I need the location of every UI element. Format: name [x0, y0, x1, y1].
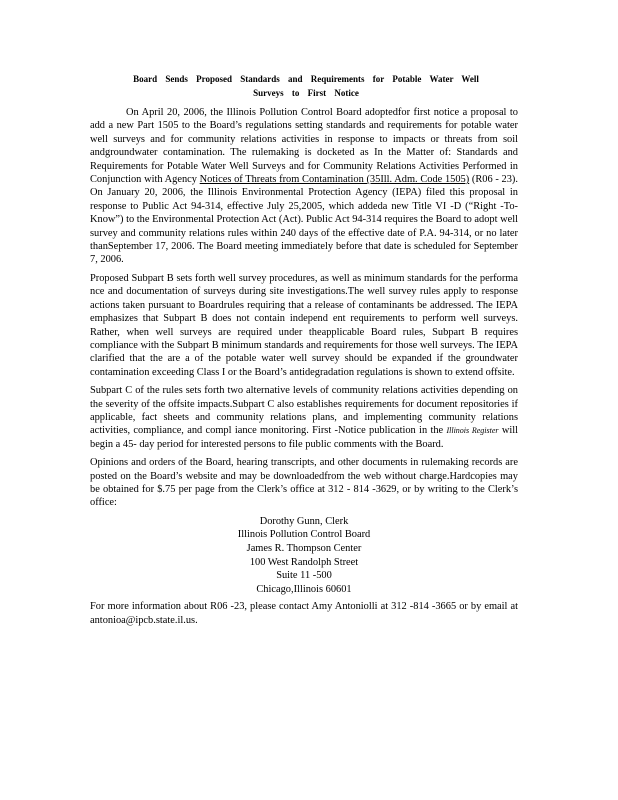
paragraph-subpart-c — [90, 384, 518, 451]
address-line-3: James R. Thompson Center — [246, 542, 362, 554]
illinois-register-italic: Illinois Register — [446, 426, 499, 436]
paragraph-subpart-c-text-a: Subpart C of the rules sets forth two alternative levels of community relations activities depending on the severity of the offsite impacts.Subpart C also establishes requirements for document repositories if applicable, fact sheets and community relations plans, and implementing community relations activities, compliance, and compl iance monitoring. First -Notice publication in the — [90, 385, 518, 437]
address-line-6: Chicago,Illinois 60601 — [256, 583, 352, 595]
address-line-1: Dorothy Gunn, Clerk — [259, 515, 349, 527]
document-title — [96, 72, 516, 100]
paragraph-subpart-b: Proposed Subpart B sets forth well survey procedures, as well as minimum standards for the performa nce and documentation of surveys during site investigations.The well survey rules apply to response actions taken pursuant to Boardrules requiring that a release of contaminants be addressed. The IEPA emphasizes that Subpart B does not contain independ ent requirements to perform well surveys. Rather, when well surveys are required under theapplicable Board rules, Subpart B requires compliance with the Subpart B minimum standards and requirements for those well surveys. The IEPA clarified that the are a of the potable water well survey should be expanded if the groundwater contamination exceeding Class I or the Board’s antidegradation regulations is shown to extend offsite. — [90, 272, 518, 378]
address-line-2: Illinois Pollution Control Board — [237, 529, 371, 541]
paragraph-subpart-c-text-b: will begin a 45- day period for interested persons to file public comments with the Board. — [90, 425, 518, 450]
paragraph-first-notice-text-b: (R06 - 23). On January 20, 2006, the Illinois Environmental Protection Agency (IEPA) filed this proposal in response to Public Act 94-314, effective July 25,2005, which addeda new Title VI -D (“Right -To-Know”) to the Environmental Protection Act (Act). Public Act 94-314 requires the Board to adopt well survey and community relations rules within 240 days of the effective date of P.A. 94-314, or no later thanSeptember 17, 2006. The Board meeting immediately before that date is scheduled for September 7, 2006. — [90, 174, 518, 266]
address-line-5: Suite 11 -500 — [276, 570, 332, 582]
clerk-address-block — [90, 515, 518, 597]
paragraph-contact-info: For more information about R06 -23, please contact Amy Antoniolli at 312 -814 -3665 or by email at antonioa@ipcb.state.il.us. — [90, 601, 518, 626]
paragraph-first-notice — [90, 106, 518, 267]
paragraph-opinions-orders: Opinions and orders of the Board, hearing transcripts, and other documents in rulemaking records are posted on the Board’s website and may be downloadedfrom the web without charge.Hardcopies may be obtained for $.75 per page from the Clerk’s office at 312 - 814 -3629, or by writing to the Clerk’s office: — [90, 457, 518, 509]
paragraph-first-notice-text-a: On April 20, 2006, the Illinois Pollution Control Board adoptedfor first notice a proposal to add a new Part 1505 to the Board’s regulations setting standards and requirements for potable water well surveys and for community relations activities in response to impacts or threats from soil andgroundwater contamination. The rulemaking is docketed as In the Matter of: Standards and Requirements for Potable Water Well Surveys and for Community Relations Activities Performed in Conjunction with Agency — [90, 107, 518, 186]
document-body — [90, 106, 518, 632]
docket-title-underlined: Notices of Threats from Contamination (35Ill. Adm. Code 1505) — [199, 174, 470, 186]
title-line-1: Board Sends Proposed Standards and Requirements for Potable Water Well — [133, 74, 479, 84]
address-line-4: 100 West Randolph Street — [249, 556, 359, 568]
title-line-2: Surveys to First Notice — [253, 88, 359, 98]
